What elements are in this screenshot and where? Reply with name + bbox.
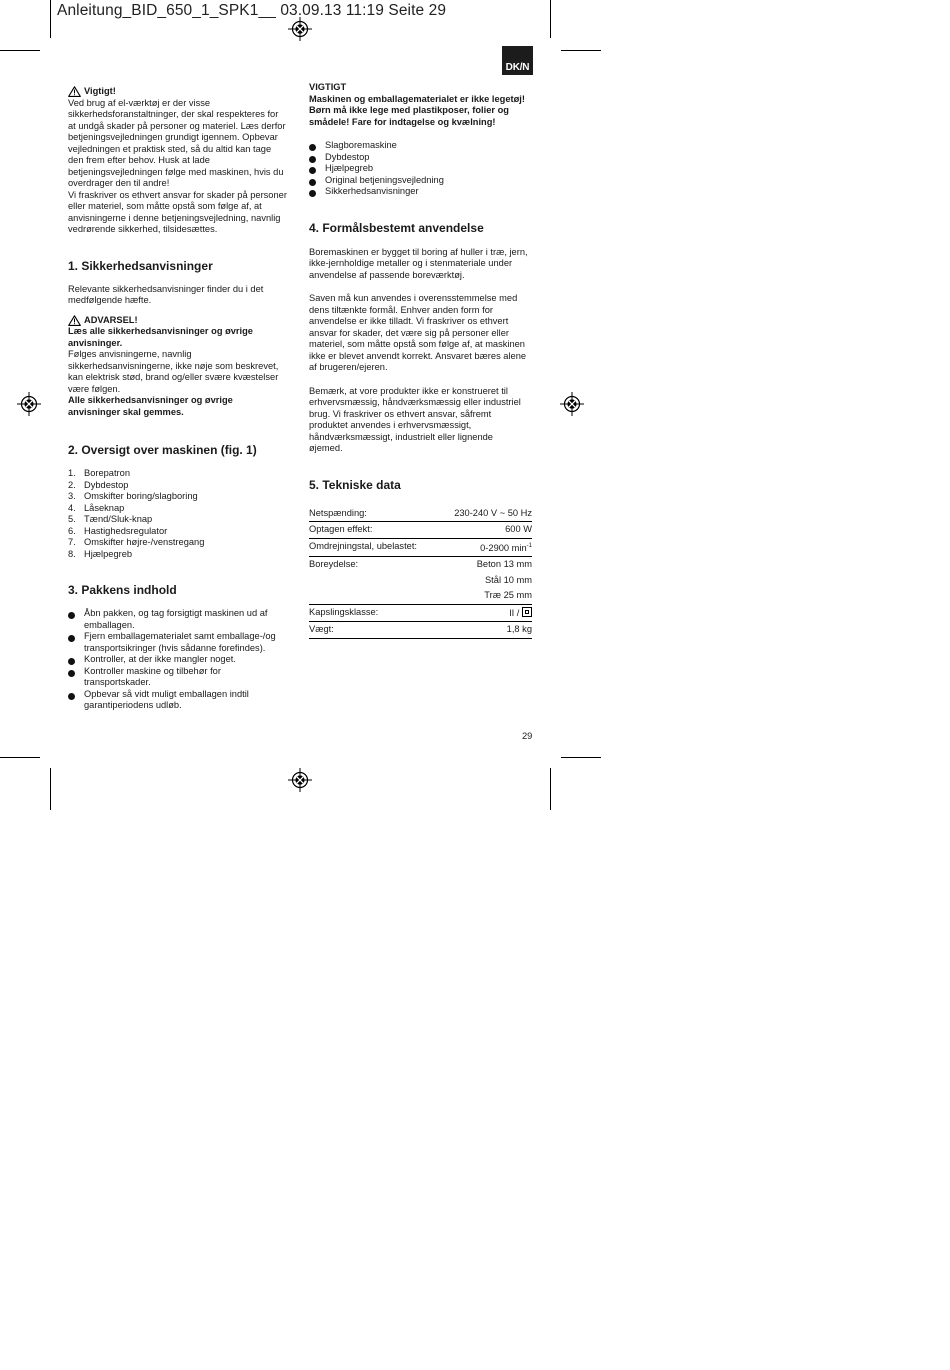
table-row: Netspænding: 230-240 V ~ 50 Hz [309, 507, 532, 518]
section-heading-3: 3. Pakkens indhold [68, 583, 177, 597]
section-4-paragraph-1: Boremaskinen er bygget til boring af huller i træ, jern, ikke-jernholdige metaller og i stenmateriale under anvendelse af passende boreværktøj. [309, 246, 528, 280]
list-item: 6. Hastighedsregulator [68, 525, 168, 536]
crop-mark [550, 0, 551, 38]
section-4-paragraph-3: Bemærk, at vore produkter ikke er konstrueret til erhvervsmæssig, håndværksmæssig eller industriel brug. Vi fraskriver os ethvert ansvar, såfremt produktet anvendes i erhvervsmæssigt, håndværksmæssigt, industrielt eller lignende øjemed. [309, 385, 521, 453]
bullet-icon [68, 666, 84, 689]
crop-mark [50, 768, 51, 810]
registration-mark-icon [560, 392, 584, 416]
list-item: Original betjeningsvejledning [309, 175, 539, 187]
table-row: Omdrejningstal, ubelastet: 0-2900 $\min^{-1}$ [309, 538, 532, 557]
list-item: 4. Låseknap [68, 502, 125, 513]
bullet-icon [309, 186, 325, 198]
language-badge: DK/N [502, 46, 533, 75]
bullet-icon [68, 631, 84, 654]
registration-mark-icon [17, 392, 41, 416]
list-item: 8. Hjælpegreb [68, 548, 133, 559]
list-item: 7. Omskifter højre-/venstregang [68, 537, 205, 547]
crop-mark [550, 768, 551, 810]
list-item: 1. Borepatron [68, 468, 130, 478]
warning-text: Ved brug af el-værktøj er der visse sikkerhedsforanstaltninger, der skal respekteres for at undgå skader på personer og materiel. Læs derfor betjeningsvejledningen grundigt igennem. Opbevar vejledningen et praktisk sted, så du altid kan tage den frem efter behov. Husk at lade betjeningsvejledningen følge med maskinen, hvis du overdrager den til andre! Vi fraskriver os ethvert ansvar for skader på personer eller materiel, som måtte opstå som følge af, at anvisningerne i denne betjeningsvejledning, navnlig vedrørende sikkerhed, tilsidesættes. [68, 97, 287, 234]
table-row: Vægt: 1,8 kg [309, 622, 532, 639]
bullet-icon [309, 163, 325, 175]
crop-mark [561, 50, 601, 51]
right-column [309, 82, 539, 639]
file-slug: Anleitung_BID_650_1_SPK1__ 03.09.13 11:19 Seite 29 [57, 2, 447, 19]
vigtigt-text: Maskinen og emballagematerialet er ikke legetøj! Børn må ikke lege med plastikposer, folier og smådele! Fare for indtagelse og kvælning! [309, 93, 525, 127]
list-item: Fjern emballagematerialet samt emballage-/og transportsikringer (hvis sådanne forefindes). [68, 631, 304, 654]
page-number: 29 [522, 731, 533, 741]
contents-list [309, 140, 539, 198]
list-item: Sikkerhedsanvisninger [309, 186, 539, 198]
crop-mark [561, 757, 601, 758]
advarsel-bold-1: Læs alle sikkerhedsanvisninger og øvrige anvisninger. [68, 326, 253, 348]
advarsel-text: Følges anvisningerne, navnlig sikkerhedsanvisningerne, ikke nøje som beskrevet, kan elektrisk stød, brand og/eller svære kvæstelser være følgen. [68, 349, 279, 394]
crop-mark [50, 0, 51, 38]
crop-mark [0, 50, 40, 51]
crop-mark [0, 757, 40, 758]
table-row: Optagen effekt: 600 W [309, 522, 532, 539]
bullet-icon [68, 654, 84, 666]
registration-mark-icon [288, 17, 312, 41]
list-item: Opbevar så vidt muligt emballagen indtil garantiperiodens udløb. [68, 689, 304, 712]
list-item: Åbn pakken, og tag forsigtigt maskinen ud af emballagen. [68, 608, 304, 631]
list-item: Kontroller maskine og tilbehør for transportskader. [68, 666, 304, 689]
advarsel-bold-2: Alle sikkerhedsanvisninger og øvrige anvisninger skal gemmes. [68, 395, 233, 417]
section-heading-5: 5. Tekniske data [309, 477, 401, 492]
section-heading-1: 1. Sikkerhedsanvisninger [68, 258, 213, 273]
bullet-icon [68, 608, 84, 631]
section-4-paragraph-2: Saven må kun anvendes i overensstemmelse med dens tiltænkte formål. Enhver anden form for anvendelse er ikke tilladt. Vi fraskriver os ethvert ansvar for skader, det være sig på personer eller materiel, som måtte opstå som følge af, at maskinen ikke er blevet anvendt korrekt. Ansvaret bæres alene af brugeren/ejeren. [309, 293, 527, 372]
table-row: Træ 25 mm [484, 590, 532, 601]
machine-parts-list [68, 468, 304, 560]
warning-triangle-icon [68, 315, 81, 326]
section-heading-2: 2. Oversigt over maskinen (fig. 1) [68, 443, 257, 457]
list-item: Kontroller, at der ikke mangler noget. [68, 654, 304, 666]
warning-triangle-icon [68, 86, 81, 97]
table-row: Kapslingsklasse: II / [309, 604, 532, 622]
table-row: Boreydelse: Beton 13 mm [309, 557, 532, 573]
bullet-icon [309, 175, 325, 187]
list-item: 5. Tænd/Sluk-knap [68, 514, 153, 524]
list-item: 2. Dybdestop [68, 479, 129, 490]
section-heading-4: 4. Formålsbestemt anvendelse [309, 220, 484, 235]
list-item: Hjælpegreb [309, 163, 539, 175]
section-1-text: Relevante sikkerhedsanvisninger finder du i det medfølgende hæfte. [68, 283, 264, 305]
bullet-icon [309, 140, 325, 152]
technical-data-table [309, 506, 532, 639]
registration-mark-icon [288, 768, 312, 792]
left-column [68, 86, 304, 712]
table-row: Stål 10 mm [484, 574, 532, 585]
protection-class-ii-icon [522, 607, 532, 617]
list-item: Slagboremaskine [309, 140, 539, 152]
list-item: Dybdestop [309, 152, 539, 164]
bullet-icon [68, 689, 84, 712]
package-contents-list [68, 608, 304, 712]
list-item: 3. Omskifter boring/slagboring [68, 491, 198, 501]
warning-heading: Vigtigt! [68, 86, 304, 98]
vigtigt-heading: VIGTIGT [309, 82, 347, 92]
bullet-icon [309, 152, 325, 164]
advarsel-heading: ADVARSEL! [68, 315, 304, 327]
